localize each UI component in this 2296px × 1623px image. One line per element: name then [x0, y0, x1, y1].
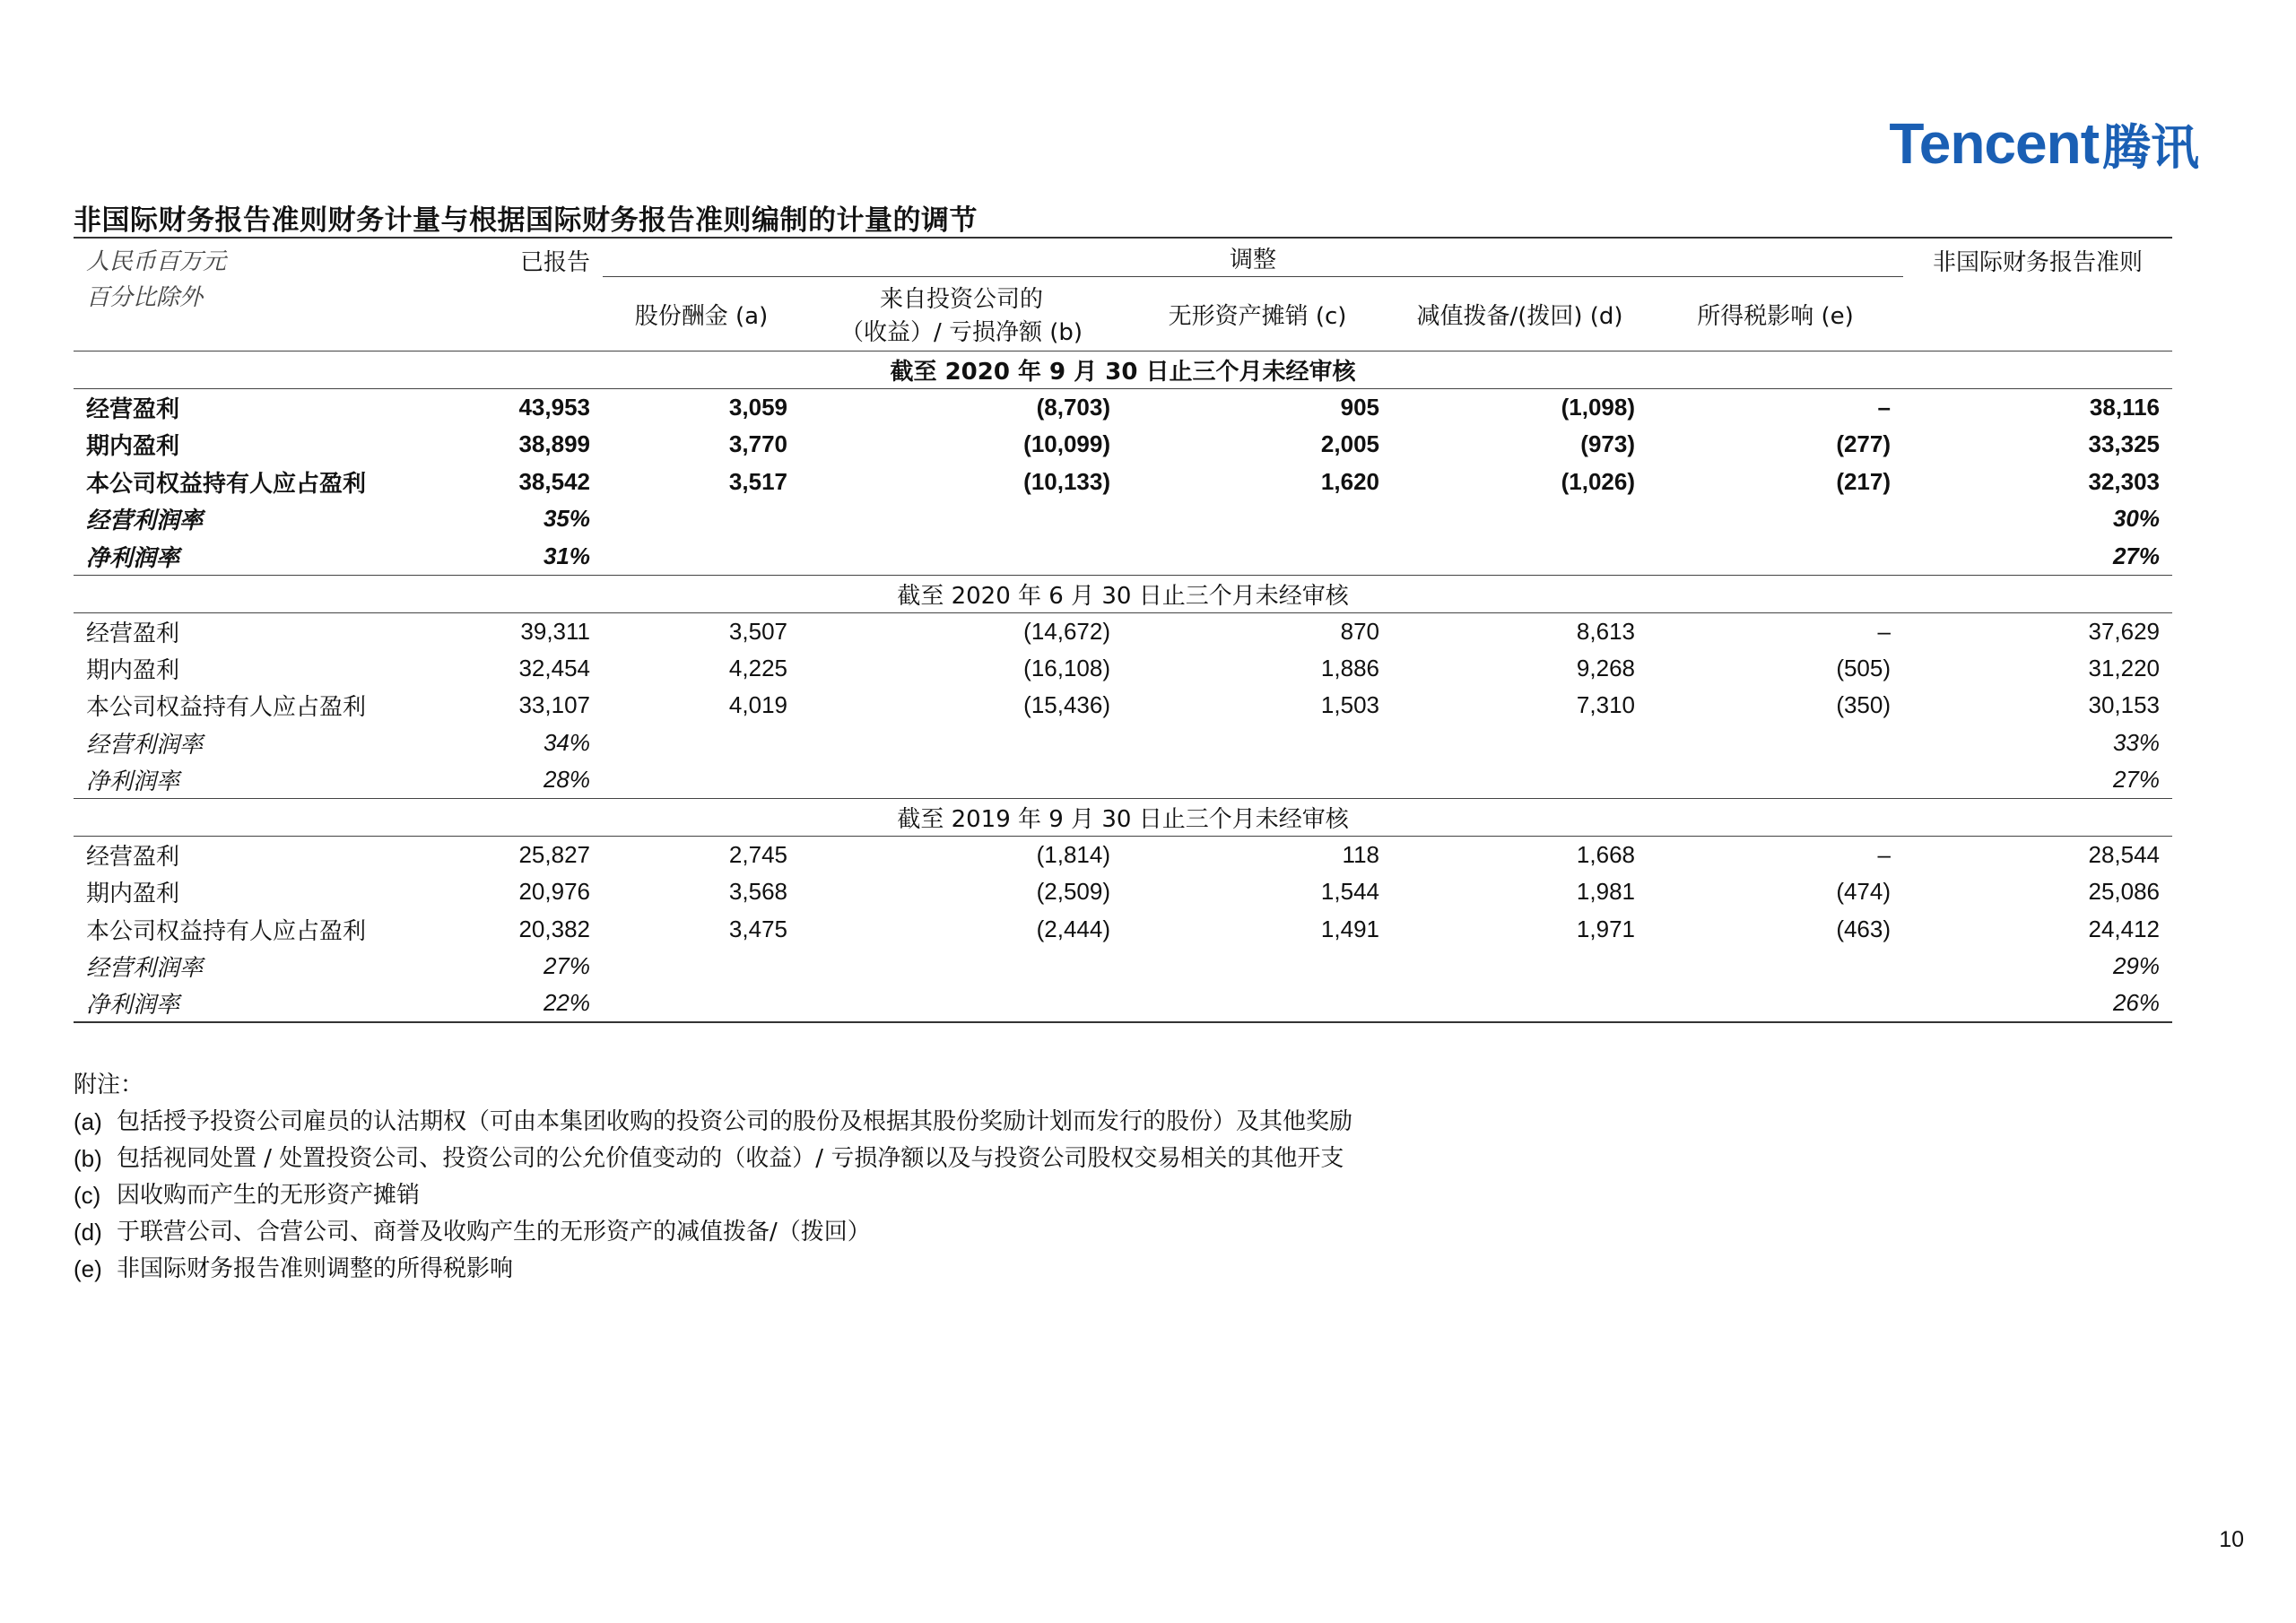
col-a-value: 2,745	[728, 841, 787, 868]
col-d-value	[1392, 985, 1648, 1023]
row-label: 期内盈利	[86, 881, 180, 908]
adjustments-header: 调整	[603, 238, 1903, 277]
col-c-value: 1,544	[1320, 878, 1379, 906]
row-label: 经营盈利	[86, 620, 180, 647]
col-e-value	[1648, 985, 1903, 1023]
row-label: 经营利润率	[86, 731, 204, 759]
reconciliation-table	[74, 237, 2172, 1023]
col-e-value	[1648, 948, 1903, 985]
unit-line-1: 人民币百万元	[86, 248, 227, 275]
page-number: 10	[2219, 1527, 2244, 1552]
reported-value: 32,454	[518, 654, 590, 681]
reported-header: 已报告	[468, 238, 603, 352]
non-ifrs-value: 32,303	[2088, 467, 2161, 495]
col-e-value: (217)	[1836, 467, 1892, 495]
col-b-value	[800, 948, 1123, 985]
table-row	[74, 612, 2172, 650]
footnote-tag: (d)	[74, 1219, 102, 1245]
row-label: 期内盈利	[86, 656, 180, 684]
col-e-value: (350)	[1836, 691, 1892, 719]
table-row	[74, 389, 2172, 427]
col-e-value	[1648, 538, 1903, 576]
col-c-value: 118	[1342, 841, 1379, 868]
col-a-value	[603, 761, 800, 799]
col-a-value: 3,517	[728, 467, 787, 495]
table-row	[74, 500, 2172, 538]
table-row	[74, 725, 2172, 762]
reported-value: 27%	[543, 952, 590, 980]
col-d-value: 9,268	[1576, 654, 1635, 681]
footnote-item	[74, 1141, 1352, 1177]
col-b-header	[800, 277, 1123, 352]
col-b-value: (14,672)	[1023, 617, 1110, 645]
footnote-item	[74, 1251, 1352, 1288]
reported-value: 38,542	[518, 467, 590, 495]
footnote-item	[74, 1104, 1352, 1141]
col-b-value	[800, 761, 1123, 799]
col-c-value	[1123, 538, 1392, 576]
row-label: 经营利润率	[86, 508, 204, 535]
row-label: 经营盈利	[86, 844, 180, 871]
table-row	[74, 687, 2172, 725]
section-q2-2020	[74, 575, 2172, 799]
col-b-value: (10,133)	[1023, 467, 1110, 495]
col-c-value	[1123, 725, 1392, 762]
row-label: 期内盈利	[86, 433, 180, 461]
col-e-value	[1648, 725, 1903, 762]
reported-value: 28%	[543, 766, 590, 793]
non-ifrs-value: 37,629	[2088, 617, 2161, 645]
table-row	[74, 650, 2172, 688]
unit-line-2: 百分比除外	[86, 284, 204, 311]
col-e-value: (463)	[1836, 915, 1892, 942]
footnote-tag: (c)	[74, 1182, 101, 1209]
row-label: 净利润率	[86, 768, 180, 795]
col-d-value	[1392, 500, 1648, 538]
reported-value: 38,899	[518, 430, 590, 458]
logo-chinese: 腾讯	[2102, 119, 2199, 176]
section-q3-2020	[74, 352, 2172, 576]
col-b-value: (16,108)	[1023, 654, 1110, 681]
col-d-value	[1392, 725, 1648, 762]
table-row	[74, 911, 2172, 949]
col-b-value: (2,509)	[1036, 878, 1110, 906]
col-b-value	[800, 500, 1123, 538]
row-label: 净利润率	[86, 544, 180, 572]
page-title: 非国际财务报告准则财务计量与根据国际财务报告准则编制的计量的调节	[74, 204, 978, 237]
table-row	[74, 426, 2172, 464]
reported-value: 22%	[468, 985, 603, 1023]
col-e-value	[1648, 761, 1903, 799]
footnote-tag: (b)	[74, 1145, 102, 1172]
col-b-value: (1,814)	[1036, 841, 1110, 868]
col-c-value: 1,886	[1320, 654, 1379, 681]
col-c-value	[1123, 761, 1392, 799]
logo-wordmark: Tencent	[1889, 111, 2099, 176]
col-d-value: 1,981	[1576, 878, 1635, 906]
col-e-value	[1648, 500, 1903, 538]
reported-value: 20,382	[518, 915, 590, 942]
row-label: 本公司权益持有人应占盈利	[86, 694, 367, 722]
non-ifrs-value: 29%	[2112, 952, 2161, 980]
col-d-header: 减值拨备/(拨回) (d)	[1392, 277, 1648, 352]
tencent-logo	[1889, 111, 2199, 176]
col-a-value: 3,507	[728, 617, 787, 645]
col-b-value	[800, 985, 1123, 1023]
non-ifrs-value: 33%	[2112, 728, 2161, 756]
col-e-value: –	[1877, 841, 1892, 868]
non-ifrs-value: 38,116	[2089, 394, 2161, 421]
table-row	[74, 464, 2172, 501]
row-label: 本公司权益持有人应占盈利	[86, 470, 367, 498]
reported-value: 31%	[543, 542, 590, 569]
reported-value: 39,311	[520, 617, 590, 645]
col-a-value	[603, 725, 800, 762]
col-b-value: (15,436)	[1023, 691, 1110, 719]
footnote-text: 包括授予投资公司雇员的认沽期权（可由本集团收购的投资公司的股份及根据其股份奖励计划而发行的股份）及其他奖励	[117, 1108, 1353, 1135]
col-a-value: 4,225	[728, 654, 787, 681]
footnote-text: 包括视同处置 / 处置投资公司、投资公司的公允价值变动的（收益）/ 亏损净额以及与投资公司股权交易相关的其他开支	[117, 1145, 1344, 1172]
non-ifrs-value: 26%	[1903, 985, 2172, 1023]
footnotes	[74, 1067, 1352, 1288]
footnotes-heading: 附注：	[74, 1072, 144, 1098]
row-label: 本公司权益持有人应占盈利	[86, 917, 367, 945]
reported-value: 25,827	[518, 841, 590, 868]
table-row	[74, 948, 2172, 985]
footnote-item	[74, 1177, 1352, 1214]
non-ifrs-value: 33,325	[2088, 430, 2161, 458]
non-ifrs-value: 27%	[2112, 766, 2161, 793]
col-c-value: 1,503	[1320, 691, 1379, 719]
non-ifrs-header: 非国际财务报告准则	[1903, 238, 2172, 352]
non-ifrs-value: 31,220	[2088, 654, 2161, 681]
section-period: 截至 2020 年 6 月 30 日止三个月未经审核	[74, 575, 2172, 612]
table-row	[74, 873, 2172, 911]
non-ifrs-value: 30%	[2112, 505, 2161, 533]
reported-value: 33,107	[518, 691, 590, 719]
col-a-value	[603, 500, 800, 538]
col-a-value	[603, 985, 800, 1023]
footnote-text: 于联营公司、合营公司、商誉及收购产生的无形资产的减值拨备/（拨回）	[117, 1219, 871, 1245]
col-c-value	[1123, 948, 1392, 985]
footnote-tag: (e)	[74, 1255, 102, 1282]
non-ifrs-value: 30,153	[2088, 691, 2161, 719]
col-d-value: 7,310	[1576, 691, 1635, 719]
table-row	[74, 985, 2172, 1023]
footnote-text: 非国际财务报告准则调整的所得税影响	[117, 1255, 514, 1282]
col-a-value	[603, 538, 800, 576]
col-e-header: 所得税影响 (e)	[1648, 277, 1903, 352]
reported-value: 35%	[543, 505, 590, 533]
table-row	[74, 538, 2172, 576]
table-row	[74, 837, 2172, 874]
col-e-value: –	[1877, 394, 1892, 421]
non-ifrs-value: 24,412	[2088, 915, 2161, 942]
col-d-value	[1392, 538, 1648, 576]
col-c-value: 905	[1340, 394, 1379, 421]
footnote-tag: (a)	[74, 1108, 102, 1135]
col-c-value: 870	[1340, 617, 1379, 645]
col-c-value: 1,491	[1320, 915, 1379, 942]
unit-label	[74, 238, 468, 352]
col-b-header-line2: （收益）/ 亏损净额 (b)	[839, 319, 1083, 346]
col-a-value	[603, 948, 800, 985]
reported-value: 34%	[543, 728, 590, 756]
col-d-value	[1392, 948, 1648, 985]
col-e-value: (505)	[1836, 654, 1892, 681]
non-ifrs-value: 27%	[2112, 542, 2161, 569]
non-ifrs-value: 25,086	[2088, 878, 2161, 906]
col-b-header-line1: 来自投资公司的	[879, 286, 1043, 313]
col-b-value: (2,444)	[1036, 915, 1110, 942]
reported-value: 43,953	[518, 394, 590, 421]
col-d-value: (1,026)	[1561, 467, 1635, 495]
col-d-value: (1,098)	[1561, 394, 1635, 421]
col-a-value: 3,568	[728, 878, 787, 906]
row-label: 经营利润率	[86, 955, 204, 983]
col-a-value: 3,770	[728, 430, 787, 458]
col-c-header: 无形资产摊销 (c)	[1123, 277, 1392, 352]
col-d-value	[1392, 761, 1648, 799]
col-b-value	[800, 725, 1123, 762]
col-d-value: 8,613	[1576, 617, 1635, 645]
col-c-value: 1,620	[1320, 467, 1379, 495]
col-c-value	[1123, 985, 1392, 1023]
footnote-item	[74, 1214, 1352, 1251]
col-c-value: 2,005	[1320, 430, 1379, 458]
col-e-value: –	[1877, 617, 1892, 645]
col-d-value: 1,971	[1576, 915, 1635, 942]
section-period: 截至 2019 年 9 月 30 日止三个月未经审核	[74, 799, 2172, 837]
reported-value: 20,976	[518, 878, 590, 906]
col-c-value	[1123, 500, 1392, 538]
col-a-value: 4,019	[728, 691, 787, 719]
col-a-value: 3,475	[728, 915, 787, 942]
col-d-value: (973)	[1580, 430, 1635, 458]
col-d-value: 1,668	[1576, 841, 1635, 868]
row-label: 经营盈利	[86, 396, 180, 423]
col-b-value: (8,703)	[1036, 394, 1110, 421]
col-a-header: 股份酬金 (a)	[603, 277, 800, 352]
col-b-value	[800, 538, 1123, 576]
footnote-text: 因收购而产生的无形资产摊销	[117, 1182, 421, 1209]
col-a-value: 3,059	[728, 394, 787, 421]
row-label: 净利润率	[74, 985, 468, 1023]
section-q3-2019	[74, 799, 2172, 1023]
non-ifrs-value: 28,544	[2088, 841, 2161, 868]
col-e-value: (474)	[1836, 878, 1892, 906]
col-b-value: (10,099)	[1023, 430, 1110, 458]
section-period: 截至 2020 年 9 月 30 日止三个月未经审核	[74, 352, 2172, 389]
table-row	[74, 761, 2172, 799]
col-e-value: (277)	[1836, 430, 1892, 458]
